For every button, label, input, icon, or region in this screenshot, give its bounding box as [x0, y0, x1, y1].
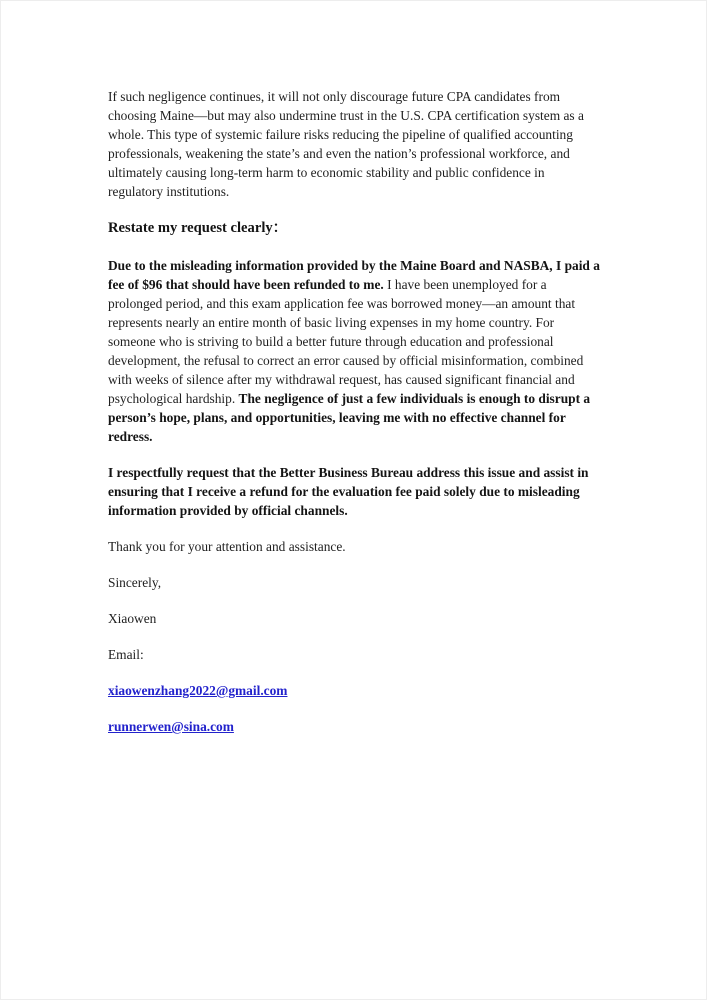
- email-link-sina[interactable]: runnerwen@sina.com: [108, 719, 234, 734]
- thanks-line: Thank you for your attention and assistance.: [108, 539, 346, 554]
- request-paragraph-bold-tail: The negligence of just a few individuals is enough to disrupt a person’s hope, plans, and opportunities, leaving me with no effective channel for redress.: [108, 391, 591, 444]
- request-paragraph-bold-lead: Due to the misleading information provided by the Maine Board and NASBA, I paid a fee of $96 that should have been refunded to me.: [108, 258, 600, 292]
- bbb-request-paragraph: I respectfully request that the Better Business Bureau address this issue and assist in ensuring that I receive a refund for the evaluation fee paid solely due to misleading information provided by official channels.: [108, 465, 589, 518]
- opening-paragraph: If such negligence continues, it will not only discourage future CPA candidates from choosing Maine—but may also undermine trust in the U.S. CPA certification system as a whole. This type of systemic failure risks reducing the pipeline of qualified accounting professionals, weakening the state’s and even the nation’s professional workforce, and ultimately causing long-term harm to economic stability and public confidence in regulatory institutions.: [108, 89, 584, 199]
- salutation: Sincerely,: [108, 575, 162, 590]
- request-paragraph-regular: I have been unemployed for a prolonged period, and this exam application fee was borrowed money—an amount that represents nearly an entire month of basic living expenses in my home country. For someone who is striving to build a better future through education and professional development, the refusal to correct an error caused by official misinformation, combined with weeks of silence after my withdrawal request, has caused significant financial and psychological hardship.: [108, 277, 584, 406]
- email-link-gmail[interactable]: xiaowenzhang2022@gmail.com: [108, 683, 288, 698]
- section-heading: Restate my request clearly：: [108, 220, 288, 236]
- email-link-line-2: [108, 717, 600, 736]
- email-label: Email:: [108, 647, 144, 662]
- request-paragraph: [108, 256, 600, 446]
- email-link-line-1: [108, 681, 600, 700]
- signature-name: Xiaowen: [108, 611, 157, 626]
- letter-body: [1, 1, 706, 736]
